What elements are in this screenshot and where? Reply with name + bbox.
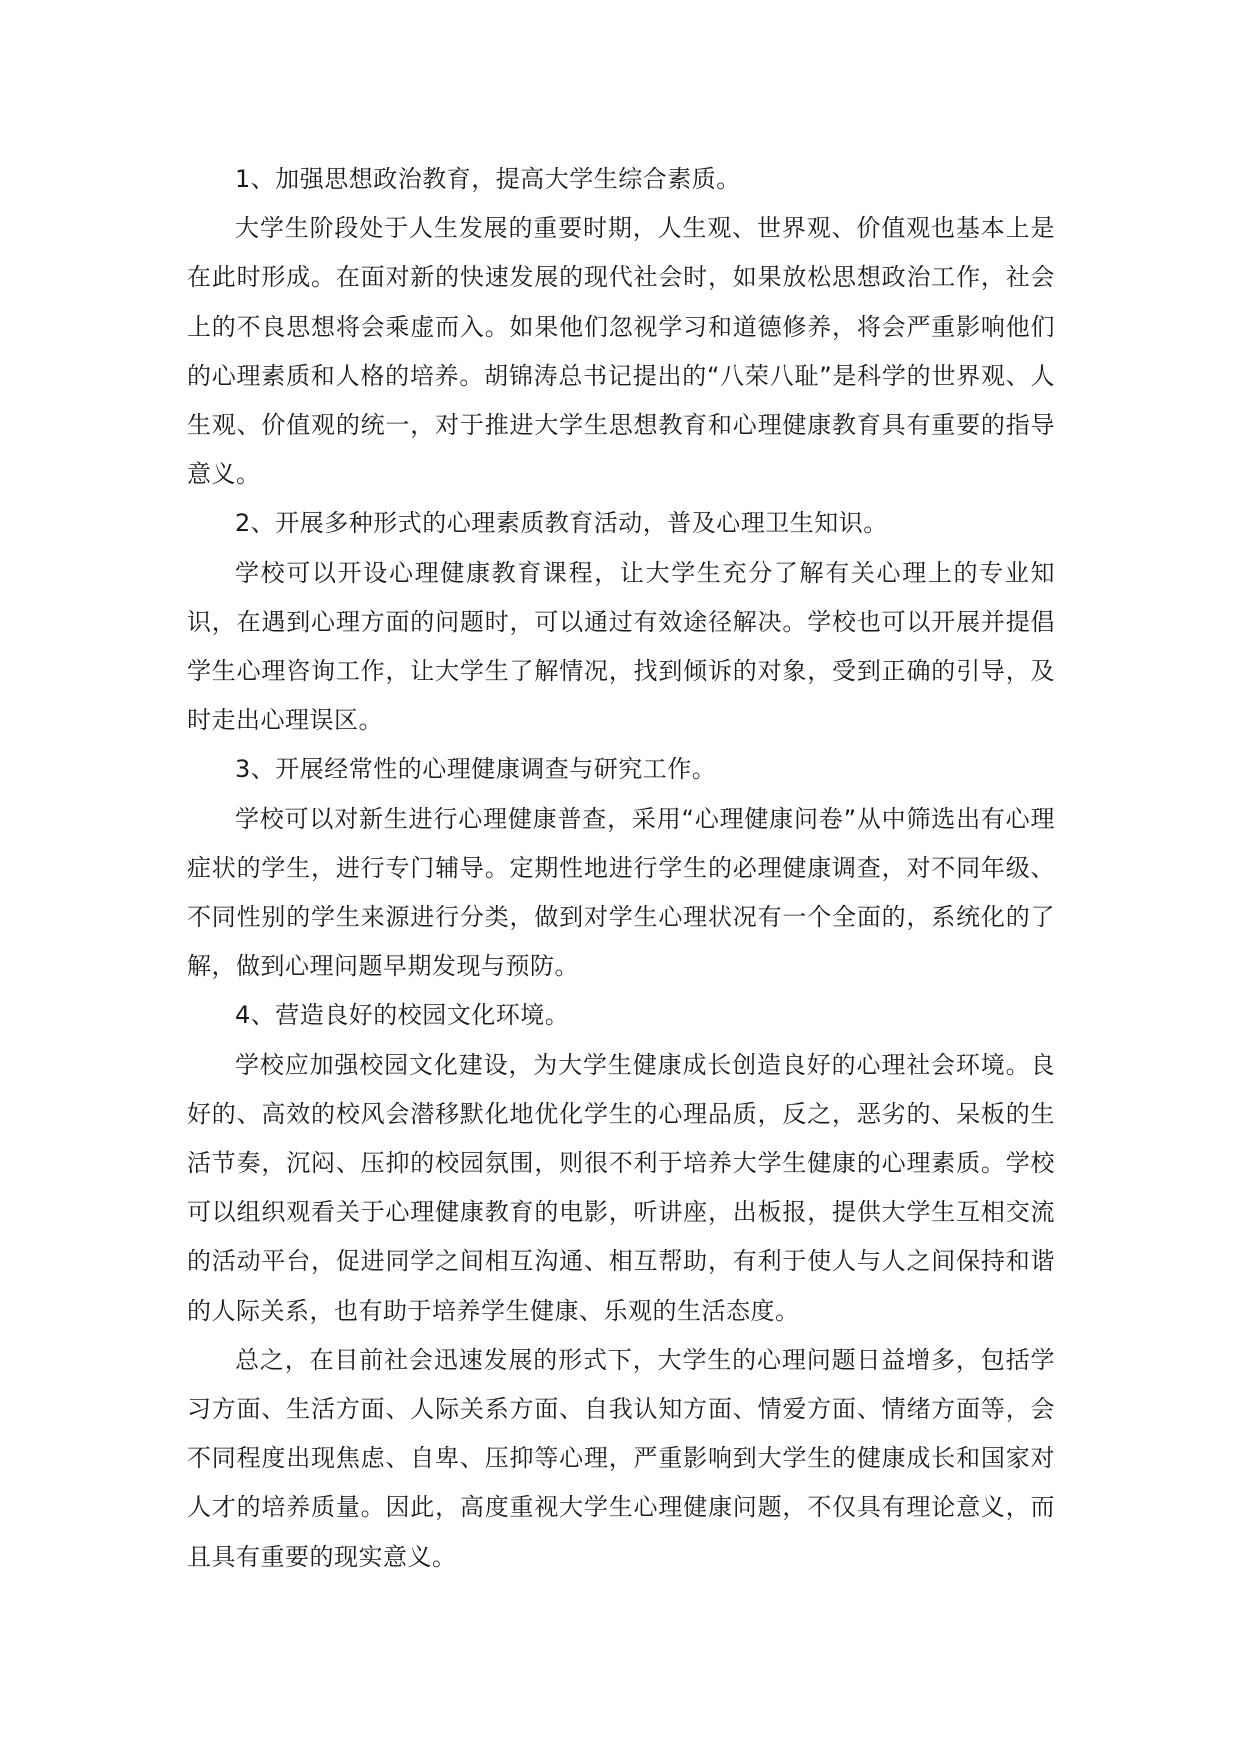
paragraph-campus-culture: 学校应加强校园文化建设，为大学生健康成长创造良好的心理社会环境。良好的、高效的校风会潜移默化地优化学生的心理品质，反之，恶劣的、呆板的生活节奏，沉闷、压抑的校园氛围，则很不利于培养大学生健康的心理素质。学校可以组织观看关于心理健康教育的电影，听讲座，出板报，提供大学生互相交流的活动平台，促进同学之间相互沟通、相互帮助，有利于使人与人之间保持和谐的人际关系，也有助于培养学生健康、乐观的生活态度。 — [187, 1050, 1055, 1325]
heading-3-mental-health-survey: 3、开展经常性的心理健康调查与研究工作。 — [235, 755, 717, 784]
heading-2-mental-quality-activities: 2、开展多种形式的心理素质教育活动，普及心理卫生知识。 — [235, 509, 888, 538]
paragraph-conclusion: 总之，在目前社会迅速发展的形式下，大学生的心理问题日益增多，包括学习方面、生活方面、人际关系方面、自我认知方面、情爱方面、情绪方面等，会不同程度出现焦虑、自卑、压抑等心理，严重影响到大学生的健康成长和国家对人才的培养质量。因此，高度重视大学生心理健康问题，不仅具有理论意义，而且具有重要的现实意义。 — [187, 1345, 1055, 1571]
document-body — [187, 155, 1055, 1582]
paragraph-political-education: 大学生阶段处于人生发展的重要时期，人生观、世界观、价值观也基本上是在此时形成。在面对新的快速发展的现代社会时，如果放松思想政治工作，社会上的不良思想将会乘虚而入。如果他们忽视学习和道德修养，将会严重影响他们的心理素质和人格的培养。胡锦涛总书记提出的“八荣八耻”是科学的世界观、人生观、价值观的统一，对于推进大学生思想教育和心理健康教育具有重要的指导意义。 — [187, 214, 1055, 489]
paragraph-mental-health-courses: 学校可以开设心理健康教育课程，让大学生充分了解有关心理上的专业知识，在遇到心理方面的问题时，可以通过有效途径解决。学校也可以开展并提倡学生心理咨询工作，让大学生了解情况，找到倾诉的对象，受到正确的引导，及时走出心理误区。 — [187, 558, 1055, 735]
heading-4-campus-culture: 4、营造良好的校园文化环境。 — [235, 1001, 570, 1030]
paragraph-mental-health-survey: 学校可以对新生进行心理健康普查，采用“心理健康问卷”从中筛选出有心理症状的学生，进行专门辅导。定期性地进行学生的必理健康调查，对不同年级、不同性别的学生来源进行分类，做到对学生心理状况有一个全面的，系统化的了解，做到心理问题早期发现与预防。 — [187, 804, 1055, 981]
heading-1-strengthen-political-education: 1、加强思想政治教育，提高大学生综合素质。 — [235, 165, 741, 193]
